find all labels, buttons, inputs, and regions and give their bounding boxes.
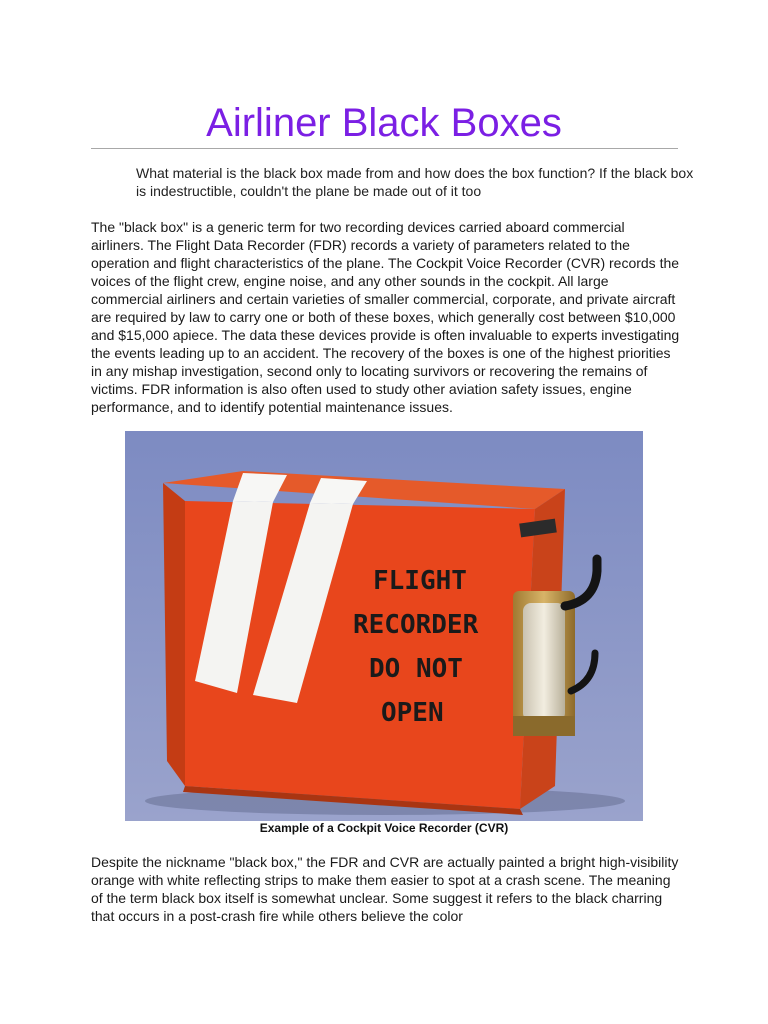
question-text: What material is the black box made from and how does the box function? If the black box is indestructible, couldn't the plane be made out of it too [136, 165, 694, 199]
title-divider [91, 148, 678, 149]
body-paragraph-2: Despite the nickname "black box," the FDR and CVR are actually painted a bright high-visibility orange with white reflecting strips to make them easier to spot at a crash scene. The meaning of the term black box itself is somewhat unclear. Some suggest it refers to the black charring that occurs in a post-crash fire while others believe the color [91, 854, 679, 924]
underwater-locator-beacon [523, 603, 565, 721]
label-line-1: FLIGHT [373, 566, 467, 596]
photo-caption: Example of a Cockpit Voice Recorder (CVR) [259, 821, 509, 835]
label-line-2: RECORDER [353, 610, 479, 640]
page-title: Airliner Black Boxes [206, 101, 562, 145]
label-line-3: DO NOT [369, 654, 463, 684]
label-line-4: OPEN [381, 698, 444, 728]
body-paragraph-1: The "black box" is a generic term for two recording devices carried aboard commercial airliners. The Flight Data Recorder (FDR) records a variety of parameters related to the operation and flight characteristics of the plane. The Cockpit Voice Recorder (CVR) records the voices of the flight crew, engine noise, and any other sounds in the cockpit. All large commercial airliners and certain varieties of smaller commercial, corporate, and private aircraft are required by law to carry one or both of these boxes, which generally cost between $10,000 and $15,000 apiece. The data these devices provide is often invaluable to experts investigating the events leading up to an accident. The recovery of the boxes is one of the highest priorities in any mishap investigation, second only to locating survivors or recovering the remains of victims. FDR information is also often used to study other aviation safety issues, engine performance, and to identify potential maintenance issues. [91, 219, 680, 415]
flight-recorder-photo [125, 431, 643, 821]
